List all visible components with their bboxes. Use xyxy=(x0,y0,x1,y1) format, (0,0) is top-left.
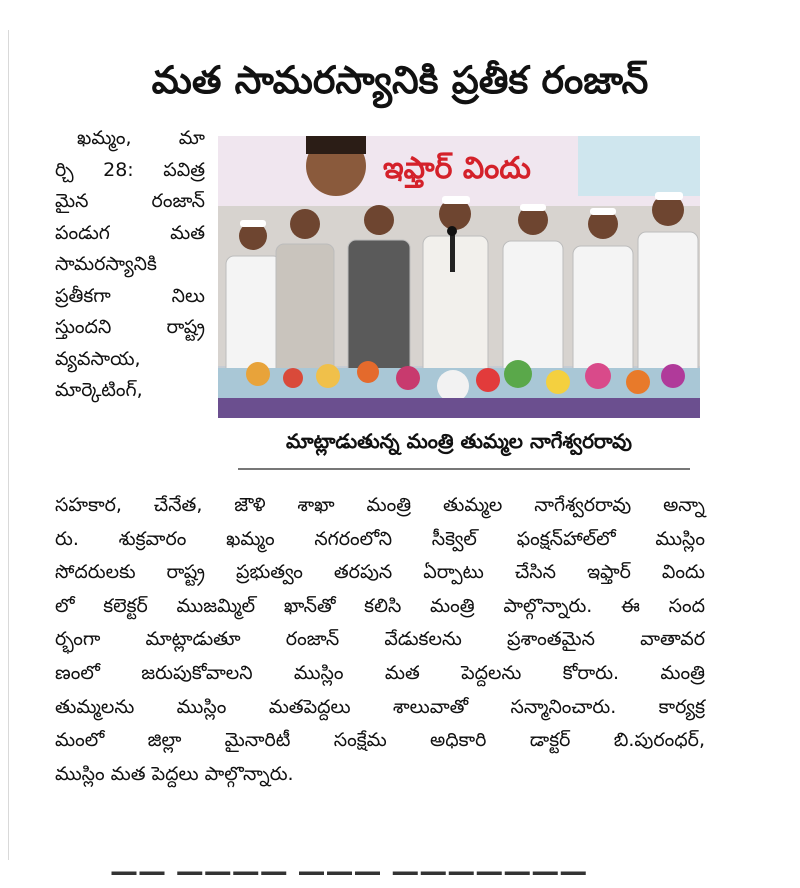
intro-line: వ్యవసాయ, xyxy=(55,347,141,370)
body-line: ర్భంగా మాట్లాడుతూ రంజాన్ వేడుకలను ప్రశాంతమైన వాతావర xyxy=(55,628,705,651)
intro-line: ఖమ్మం, మా xyxy=(77,127,205,149)
intro-line: మైన రంజాన్ xyxy=(55,190,205,212)
body-line: ముస్లిం మత పెద్దలు పాల్గొన్నారు. xyxy=(55,762,294,785)
intro-line: ప్రతీకగా నిలు xyxy=(55,284,205,307)
body-line: ణంలో జరుపుకోవాలని ముస్లిం మత పెద్దలను కోరారు. మంత్రి xyxy=(55,661,705,684)
next-headline-text: —— ———— ——— ——————— xyxy=(110,855,588,888)
body-line: తుమ్మలను ముస్లిం మతపెద్దలు శాలువాతో సన్మానించారు. కార్యక్ర xyxy=(55,695,705,718)
intro-column xyxy=(55,123,205,407)
body-line: లో కలెక్టర్ ముజమ్మిల్ ఖాన్‌తో కలిసి మంత్రి పాల్గొన్నారు. ఈ సంద xyxy=(55,594,705,617)
photo-caption: మాట్లాడుతున్న మంత్రి తుమ్మల నాగేశ్వరరావు xyxy=(285,429,633,453)
body-line: సహకార, చేనేత, జౌళి శాఖా మంత్రి తుమ్మల నాగేశ్వరరావు అన్నా xyxy=(55,494,705,516)
body-line: రు. శుక్రవారం ఖమ్మం నగరంలోని సీక్వెల్ ఫంక్షన్‌హాల్‌లో ముస్లిం xyxy=(55,527,705,550)
intro-line: సామరస్యానికి xyxy=(55,253,157,275)
news-photo xyxy=(218,136,700,418)
article-body xyxy=(55,489,705,791)
intro-line: మార్కెటింగ్, xyxy=(55,379,143,401)
intro-line: ర్చి 28: పవిత్ర xyxy=(55,158,205,181)
banner-text: ఇఫ్తార్ విందు xyxy=(383,151,531,186)
headline: మత సామరస్యానికి ప్రతీక రంజాన్ xyxy=(151,58,649,103)
iftar-event-photo xyxy=(218,136,700,418)
intro-line: పండుగ మత xyxy=(55,221,205,244)
intro-line: స్తుందని రాష్ట్ర xyxy=(55,316,205,338)
caption-divider xyxy=(238,468,690,470)
body-line: సోదరులకు రాష్ట్ర ప్రభుత్వం తరపున ఏర్పాటు చేసిన ఇఫ్తార్ విందు xyxy=(55,561,705,584)
body-line: మంలో జిల్లా మైనారిటీ సంక్షేమ అధికారి డాక్టర్ బి.పురంధర్, xyxy=(55,729,705,752)
next-article-headline-fragment xyxy=(110,855,670,888)
column-divider xyxy=(8,30,9,860)
